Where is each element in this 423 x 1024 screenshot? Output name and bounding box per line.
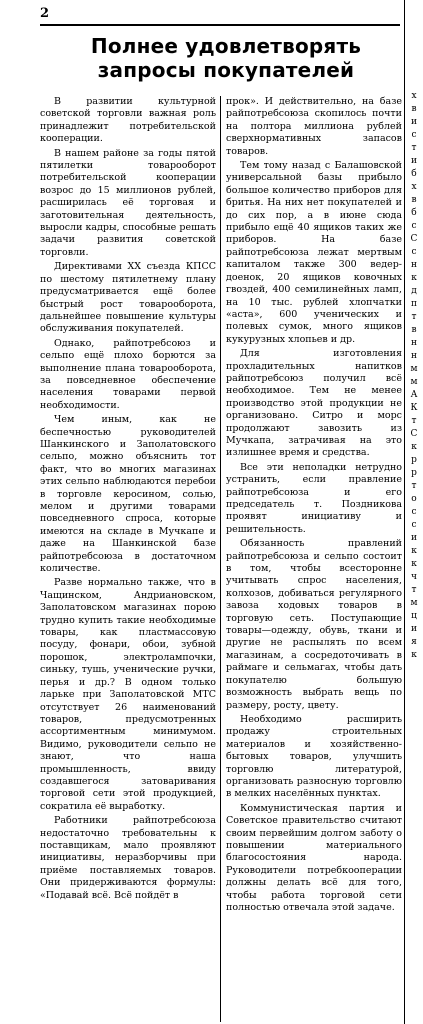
edge-character: и xyxy=(411,156,417,166)
paragraph: Тем тому назад с Балашовской универсальной базы прибыло большое количество приборов для бритья. На них нет покупателей и до сих пор, а в июне сюда прибыло ещё 40 ящиков таких же приборов. На базе райпотребсоюза лежат мертвым капиталом также 300 ведер-доенок, 20 ящиков ковочных гвоздей, 400 семилинейных ламп, на 10 тыс. рублей хлопчатки «аста», 600 ученических и полевых сумок, много ящиков кукурузных хлопьев и др. xyxy=(226,160,402,345)
paragraph: В нашем районе за годы пятой пятилетки товарооборот потребительской кооперации возрос до 15 миллионов рублей, расширилась её торговая и заготовительная деятельность, выросли кадры, способные решать задачи развития советской торговли. xyxy=(40,147,216,258)
edge-character: к xyxy=(411,442,417,452)
headline-line-2: запросы покупателей xyxy=(97,58,355,82)
edge-character: ч xyxy=(411,572,417,582)
paragraph: Директивами XX съезда КПСС по шестому пятилетнему плану предусматривается ещё более быстрый рост товарооборота, дальнейшее повышение культуры обслуживания покупателей. xyxy=(40,261,216,335)
edge-character: в xyxy=(411,325,417,335)
edge-character: т xyxy=(411,312,417,322)
edge-character: т xyxy=(411,416,417,426)
edge-character: т xyxy=(411,481,417,491)
edge-character: к xyxy=(411,273,417,283)
edge-character: т xyxy=(411,143,417,153)
edge-character: А xyxy=(410,390,418,400)
article-column-right xyxy=(226,96,402,916)
edge-character: С xyxy=(410,234,418,244)
edge-character: и xyxy=(411,624,417,634)
edge-character: р xyxy=(411,455,417,465)
edge-character: т xyxy=(411,585,417,595)
edge-character: р xyxy=(411,468,417,478)
paragraph: Коммунистическая партия и Советское правительство считают своим первейшим долгом заботу о повышении материального благосостояния народа. Руководители потребкооперации должны делать всё для того, чтобы работа торговой сети полностью отвечала этой задаче. xyxy=(226,802,402,913)
article-headline xyxy=(56,34,396,82)
edge-character: б xyxy=(411,208,417,218)
edge-character: н xyxy=(411,260,417,270)
edge-character: я xyxy=(411,637,417,647)
edge-character: о xyxy=(411,494,417,504)
paragraph: прок». И действительно, на базе райпотребсоюза скопилось почти на полтора миллиона рублей сверхнормативных запасов товаров. xyxy=(226,96,402,157)
edge-character: н xyxy=(411,338,417,348)
page-edge-rule xyxy=(404,0,405,1024)
paragraph: Чем иным, как не беспечностью руководителей Шанкинского и Заполатовского сельпо, можно объяснить тот факт, что во многих магазинах этих сельпо наблюдаются перебои в торговле керосином, солью, мелом и другими товарами повседневного спроса, которые имеются на складе в Мучкапе и даже на Шанкинской базе райпотребсоюза в достаточном количестве. xyxy=(40,414,216,575)
edge-character: С xyxy=(410,429,418,439)
paragraph: Для изготовления прохладительных напитков райпотребсоюз получил всё необходимое. Тем не менее производство этой продукции не организовано. Ситро и морс продолжают завозить из Мучкапа, затрачивая на это излишнее время и средства. xyxy=(226,348,402,459)
page-number: 2 xyxy=(40,6,50,21)
edge-character: х xyxy=(411,91,417,101)
paragraph: Работники райпотребсоюза недостаточно требовательны к поставщикам, мало проявляют инициативы, неразборчивы при приёме поставляемых товаров. Они придерживаются формулы: «Подавай всё. Всё пойдёт в xyxy=(40,815,216,901)
column-divider xyxy=(220,96,221,1022)
edge-character: с xyxy=(411,507,417,517)
edge-character: и xyxy=(411,117,417,127)
edge-character: К xyxy=(410,403,418,413)
edge-character: в xyxy=(411,104,417,114)
edge-character: к xyxy=(411,650,417,660)
edge-character: м xyxy=(410,377,418,387)
edge-character: с xyxy=(411,130,417,140)
edge-character: с xyxy=(411,247,417,257)
edge-character: н xyxy=(411,351,417,361)
paragraph: Разве нормально также, что в Чащинском, Андриановском, Заполатовском магазинах порою трудно купить такие необходимые товары, как пластмассовую посуду, фонари, обои, зубной порошок, электролампочки, синьку, тушь, ученические ручки, перья и др.? В одном только ларьке при Заполатовской МТС отсутствует 26 наименований товаров, предусмотренных ассортиментным минимумом. Видимо, руководители сельпо не знают, что наша промышленность, ввиду создавшегося затоваривания торговой сети этой продукцией, сократила её выработку. xyxy=(40,577,216,812)
edge-character: ц xyxy=(411,611,417,621)
edge-character: б xyxy=(411,169,417,179)
paragraph: В развитии культурной советской торговли важная роль принадлежит потребительской кооперации. xyxy=(40,96,216,145)
paragraph: Все эти неполадки нетрудно устранить, если правление райпотребсоюза и его председатель т. Поздникова проявят инициативу и решительность. xyxy=(226,461,402,535)
edge-character: д xyxy=(411,286,417,296)
paragraph: Однако, райпотребсоюз и сельпо ещё плохо борются за выполнение плана товарооборота, за повседневное обеспечение населения товарами первой необходимости. xyxy=(40,337,216,411)
headline-line-1: Полнее удовлетворять xyxy=(90,34,362,58)
edge-character: х xyxy=(411,182,417,192)
article-column-left xyxy=(40,96,216,904)
edge-character: м xyxy=(410,598,418,608)
adjacent-column-fragment xyxy=(407,90,421,662)
edge-character: с xyxy=(411,520,417,530)
edge-character: м xyxy=(410,364,418,374)
paragraph: Обязанность правлений райпотребсоюза и сельпо состоит в том, чтобы всесторонне учитывать спрос населения, колхозов, добиваться регулярного завоза ходовых товаров в торговую сеть. Поступающие товары—одежду, обувь, ткани и другие не распылять по всем магазинам, а сосредоточивать в раймаге и сельмагах, чтобы дать покупателю большую возможность выбрать вещь по размеру, росту, цвету. xyxy=(226,538,402,711)
paragraph: Необходимо расширить продажу строительных материалов и хозяйственно-бытовых товаров, улучшить торговлю литературой, организовать разносную торговлю в мелких населённых пунктах. xyxy=(226,713,402,800)
edge-character: в xyxy=(411,195,417,205)
edge-character: и xyxy=(411,533,417,543)
edge-character: с xyxy=(411,221,417,231)
edge-character: к xyxy=(411,559,417,569)
edge-character: п xyxy=(411,299,417,309)
edge-character: к xyxy=(411,546,417,556)
top-rule xyxy=(40,24,400,26)
